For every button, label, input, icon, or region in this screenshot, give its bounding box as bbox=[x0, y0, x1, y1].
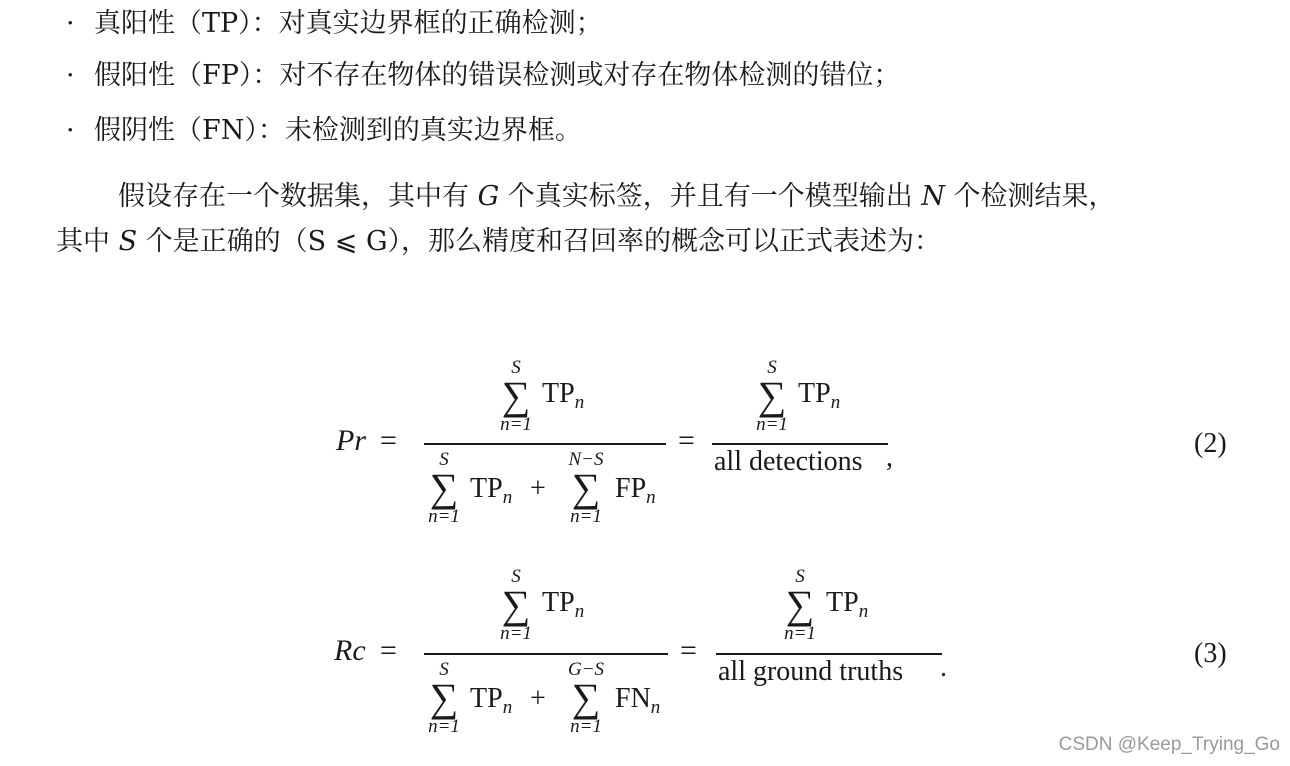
text-span: 个真实标签，并且有一个模型输出 bbox=[499, 181, 922, 212]
sum-symbol: S ∑ n=1 bbox=[424, 450, 464, 526]
bullet-label: 假阴性（FN）： bbox=[94, 115, 285, 146]
fraction-bar bbox=[716, 653, 942, 655]
sum-lower: n=1 bbox=[756, 414, 788, 435]
sum-lower: n=1 bbox=[428, 716, 460, 737]
term-tp bbox=[798, 378, 840, 414]
term-sub: n bbox=[650, 697, 661, 718]
eq-sign: = bbox=[678, 424, 695, 457]
term-fn bbox=[615, 683, 660, 719]
term-sub: n bbox=[502, 487, 513, 508]
eq-sign: = bbox=[380, 424, 397, 457]
paragraph-line-1 bbox=[118, 179, 1116, 215]
eq-sign: = bbox=[680, 634, 697, 667]
term-tp bbox=[826, 587, 868, 623]
sum-upper: S bbox=[439, 449, 449, 470]
bullet-marker: · bbox=[66, 115, 75, 146]
var-G: G bbox=[477, 181, 500, 212]
eq-lhs: Pr bbox=[336, 424, 366, 457]
sum-symbol: S ∑ n=1 bbox=[496, 358, 536, 434]
text-span: 其中 bbox=[56, 226, 119, 257]
paragraph-line-2 bbox=[56, 224, 941, 260]
term-sub: n bbox=[574, 601, 585, 622]
sum-symbol: S ∑ n=1 bbox=[752, 358, 792, 434]
term-text: TP bbox=[542, 587, 575, 618]
term-text: FN bbox=[615, 683, 651, 714]
bullet-tp bbox=[66, 6, 603, 42]
sum-lower: n=1 bbox=[428, 506, 460, 527]
sum-upper: S bbox=[795, 566, 805, 587]
text-span: 个是正确的（S ⩽ G），那么精度和召回率的概念可以正式表述为： bbox=[137, 226, 942, 257]
sum-lower: n=1 bbox=[784, 623, 816, 644]
sum-upper: S bbox=[767, 357, 777, 378]
sum-symbol: G−S ∑ n=1 bbox=[558, 660, 614, 736]
punctuation: . bbox=[940, 652, 947, 683]
bullet-marker: · bbox=[66, 8, 75, 39]
term-sub: n bbox=[502, 697, 513, 718]
plus-sign: + bbox=[530, 683, 546, 714]
eq-lhs: Rc bbox=[334, 634, 366, 667]
bullet-label: 真阳性（TP）： bbox=[94, 8, 279, 39]
sum-lower: n=1 bbox=[570, 506, 602, 527]
sum-symbol: S ∑ n=1 bbox=[780, 567, 820, 643]
bullet-text: 对不存在物体的错误检测或对存在物体检测的错位； bbox=[279, 60, 901, 91]
term-fp bbox=[615, 473, 656, 509]
fraction-bar bbox=[712, 443, 888, 445]
term-sub: n bbox=[830, 392, 841, 413]
bullet-fp bbox=[66, 58, 900, 94]
bullet-fn bbox=[66, 113, 582, 149]
watermark: CSDN @Keep_Trying_Go bbox=[1058, 734, 1280, 755]
bullet-text: 对真实边界框的正确检测； bbox=[278, 8, 603, 39]
fraction-bar bbox=[424, 443, 666, 445]
sum-upper: S bbox=[511, 357, 521, 378]
term-tp bbox=[470, 473, 512, 509]
sum-lower: n=1 bbox=[500, 414, 532, 435]
sum-lower: n=1 bbox=[500, 623, 532, 644]
term-text: FP bbox=[615, 473, 647, 504]
sum-upper: N−S bbox=[568, 449, 604, 470]
term-text: TP bbox=[470, 473, 503, 504]
sum-upper: S bbox=[439, 659, 449, 680]
text-span: 个检测结果， bbox=[944, 181, 1116, 212]
text-span: 假设存在一个数据集，其中有 bbox=[118, 181, 478, 212]
var-S: S bbox=[118, 226, 138, 257]
fraction-bar bbox=[424, 653, 668, 655]
term-text: TP bbox=[798, 378, 831, 409]
sum-upper: G−S bbox=[567, 659, 605, 680]
sum-lower: n=1 bbox=[570, 716, 602, 737]
sum-symbol: N−S ∑ n=1 bbox=[558, 450, 614, 526]
term-tp bbox=[542, 587, 584, 623]
bullet-label: 假阳性（FP）： bbox=[94, 60, 280, 91]
sum-symbol: S ∑ n=1 bbox=[496, 567, 536, 643]
term-text: TP bbox=[542, 378, 575, 409]
term-sub: n bbox=[646, 487, 656, 508]
var-N: N bbox=[921, 181, 945, 212]
denominator-text: all detections bbox=[714, 446, 863, 477]
bullet-marker: · bbox=[66, 60, 75, 91]
plus-sign: + bbox=[530, 473, 546, 504]
eq-sign: = bbox=[380, 634, 397, 667]
term-text: TP bbox=[470, 683, 503, 714]
punctuation: , bbox=[886, 442, 893, 473]
equation-number: (2) bbox=[1194, 428, 1227, 459]
equation-number: (3) bbox=[1194, 638, 1227, 669]
term-text: TP bbox=[826, 587, 859, 618]
sum-upper: S bbox=[511, 566, 521, 587]
term-sub: n bbox=[574, 392, 585, 413]
term-tp bbox=[470, 683, 512, 719]
denominator-text: all ground truths bbox=[718, 656, 904, 687]
sum-symbol: S ∑ n=1 bbox=[424, 660, 464, 736]
bullet-text: 未检测到的真实边界框。 bbox=[284, 115, 582, 146]
term-sub: n bbox=[858, 601, 869, 622]
term-tp bbox=[542, 378, 584, 414]
